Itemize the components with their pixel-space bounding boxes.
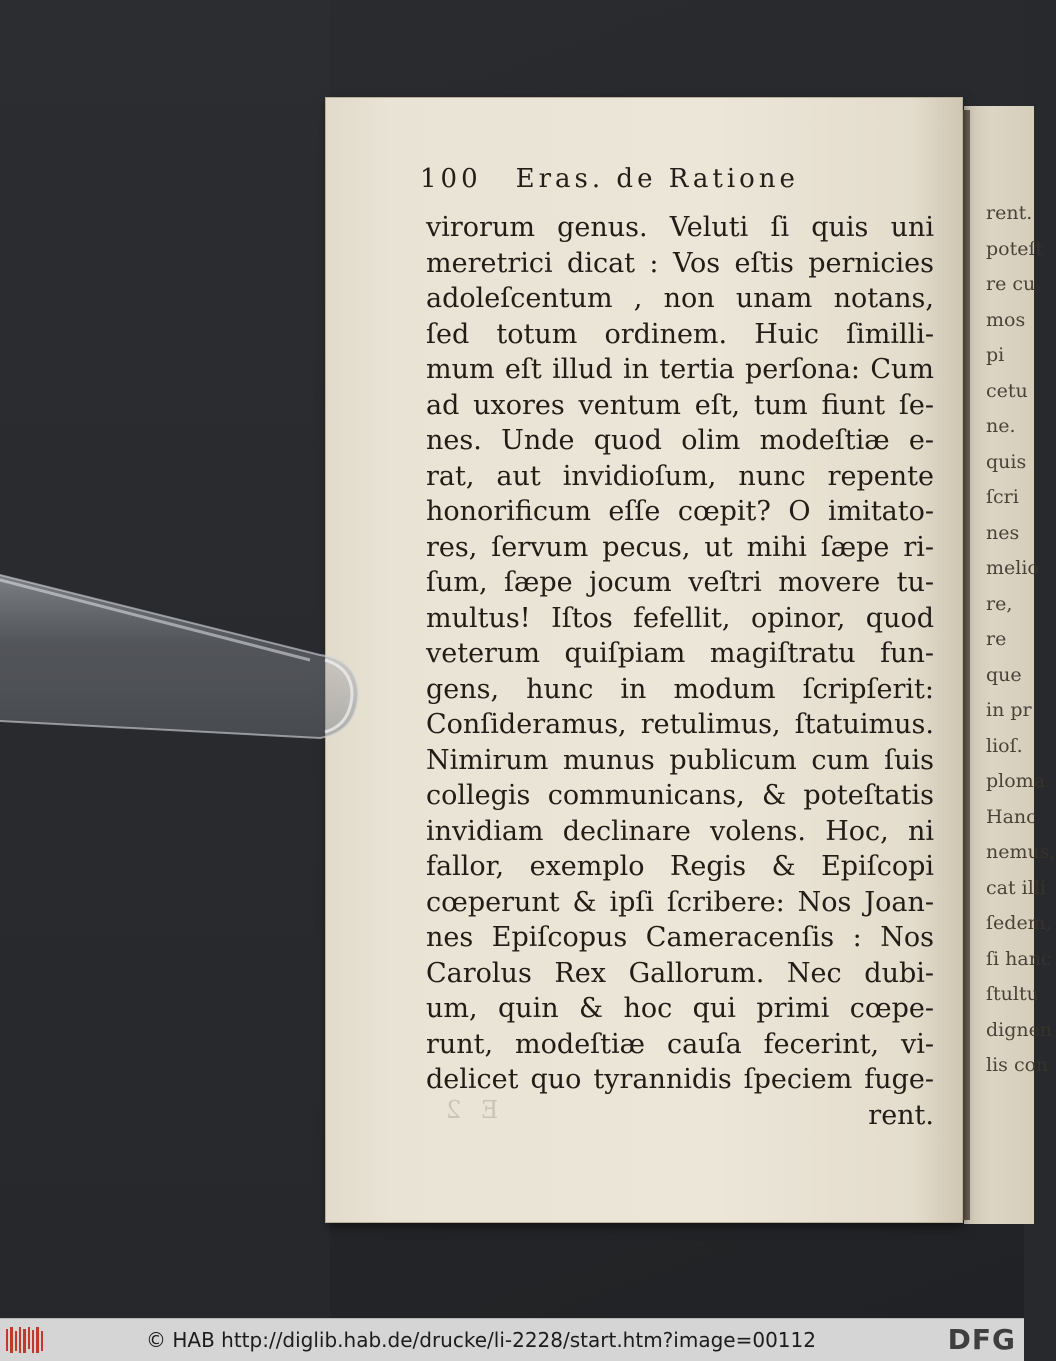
text-line: ſum, ſæpe jocum veſtri movere tu-: [426, 567, 934, 598]
text-line: Carolus Rex Gallorum. Nec dubi-: [426, 957, 934, 989]
facing-page-fragment: in pr: [986, 699, 1032, 721]
text-line: multus! Iſtos fefellit, opinor, quod: [426, 602, 934, 634]
facing-page-fragment: quis: [986, 450, 1027, 473]
page-holder-clip: [0, 560, 380, 760]
text-line: runt, modeſtiæ cauſa fecerint, vi-: [426, 1028, 934, 1060]
viewer-footer: [0, 1318, 1024, 1361]
page-number: 100: [420, 164, 482, 194]
text-line: gens, hunc in modum ſcripſerit:: [426, 673, 934, 705]
text-line: ad uxores ventum eſt, tum fiunt ſe-: [426, 389, 934, 421]
header-title: Eras. de Ratione: [515, 164, 799, 194]
text-line: collegis communicans, & poteſtatis: [426, 780, 934, 811]
text-line: res, ſervum pecus, ut mihi ſæpe ri-: [426, 531, 934, 563]
facing-page-fragment: lis con: [986, 1054, 1049, 1076]
text-line: mum eſt illud in tertia perſona: Cum: [426, 354, 934, 385]
facing-page-fragment: ſcri: [986, 486, 1019, 508]
facing-page-fragment: melio: [986, 557, 1039, 579]
facing-page-fragment: Hanc: [986, 805, 1037, 828]
facing-page-fragment: cat illi: [986, 876, 1046, 899]
facing-page-edge: [964, 106, 1056, 1224]
facing-page-fragment: re cu: [986, 273, 1036, 295]
facing-page-fragment: dignen: [986, 1018, 1053, 1041]
credit-link[interactable]: © HAB http://diglib.hab.de/drucke/li-2228/start.htm?image=00112: [146, 1328, 816, 1352]
bleed-through-text: E 2: [440, 1096, 499, 1124]
text-line: Conſideramus, retulimus, ſtatuimus.: [426, 709, 934, 740]
text-line: delicet quo tyrannidis ſpeciem fuge-: [426, 1064, 934, 1095]
text-line: Nimirum munus publicum cum ſuis: [426, 744, 934, 776]
facing-page-fragment: ſi hanc: [986, 947, 1052, 970]
facing-page-fragment: ſedem,: [986, 912, 1052, 934]
facing-page-fragment: rent.: [986, 202, 1033, 224]
facing-page-fragment: poteſt: [986, 237, 1044, 260]
text-line: veterum quiſpiam magiſtratu fun-: [426, 638, 934, 669]
facing-page-fragment: cetu: [986, 379, 1028, 402]
text-line: ſed totum ordinem. Huic ſimilli-: [426, 318, 934, 350]
text-line: rat, aut invidioſum, nunc repente: [426, 460, 934, 492]
facing-page-fragment: re,: [986, 592, 1013, 615]
text-line: meretrici dicat : Vos eſtis pernicies: [426, 247, 934, 279]
text-line: cœperunt & ipſi ſcribere: Nos Joan-: [426, 886, 934, 918]
facing-page-fragment: nes: [986, 521, 1020, 544]
text-line: virorum genus. Veluti ſi quis uni: [426, 212, 934, 243]
running-header: [420, 164, 799, 194]
text-line: adoleſcentum , non unam notans,: [426, 283, 934, 314]
page-text: [426, 210, 934, 1133]
facing-page-fragment: lioſ.: [986, 734, 1023, 757]
facing-page-fragment: pi: [986, 344, 1005, 366]
text-line: nes Epiſcopus Cameracenſis : Nos: [426, 922, 934, 953]
facing-page-fragment: que: [986, 663, 1022, 686]
text-line: rent.: [868, 1099, 934, 1131]
facing-page-fragment: ne.: [986, 415, 1016, 437]
dfg-logo: DFG: [947, 1323, 1016, 1356]
facing-page-fragment: ſtultu: [986, 983, 1039, 1005]
text-line: um, quin & hoc qui primi cœpe-: [426, 993, 934, 1024]
text-line: honorificum eſſe cœpit? O imitato-: [426, 496, 934, 527]
facing-page-fragment: mos: [986, 308, 1026, 331]
facing-page-fragment: ploma: [986, 770, 1046, 792]
text-line: fallor, exemplo Regis & Epiſcopi: [426, 851, 934, 882]
facing-page-fragment: nemus,: [986, 841, 1056, 863]
facing-page-fragment: re: [986, 628, 1007, 650]
text-line: nes. Unde quod olim modeſtiæ e-: [426, 425, 934, 456]
hab-logo-icon: [6, 1327, 46, 1353]
text-line: invidiam declinare volens. Hoc, ni: [426, 815, 934, 847]
